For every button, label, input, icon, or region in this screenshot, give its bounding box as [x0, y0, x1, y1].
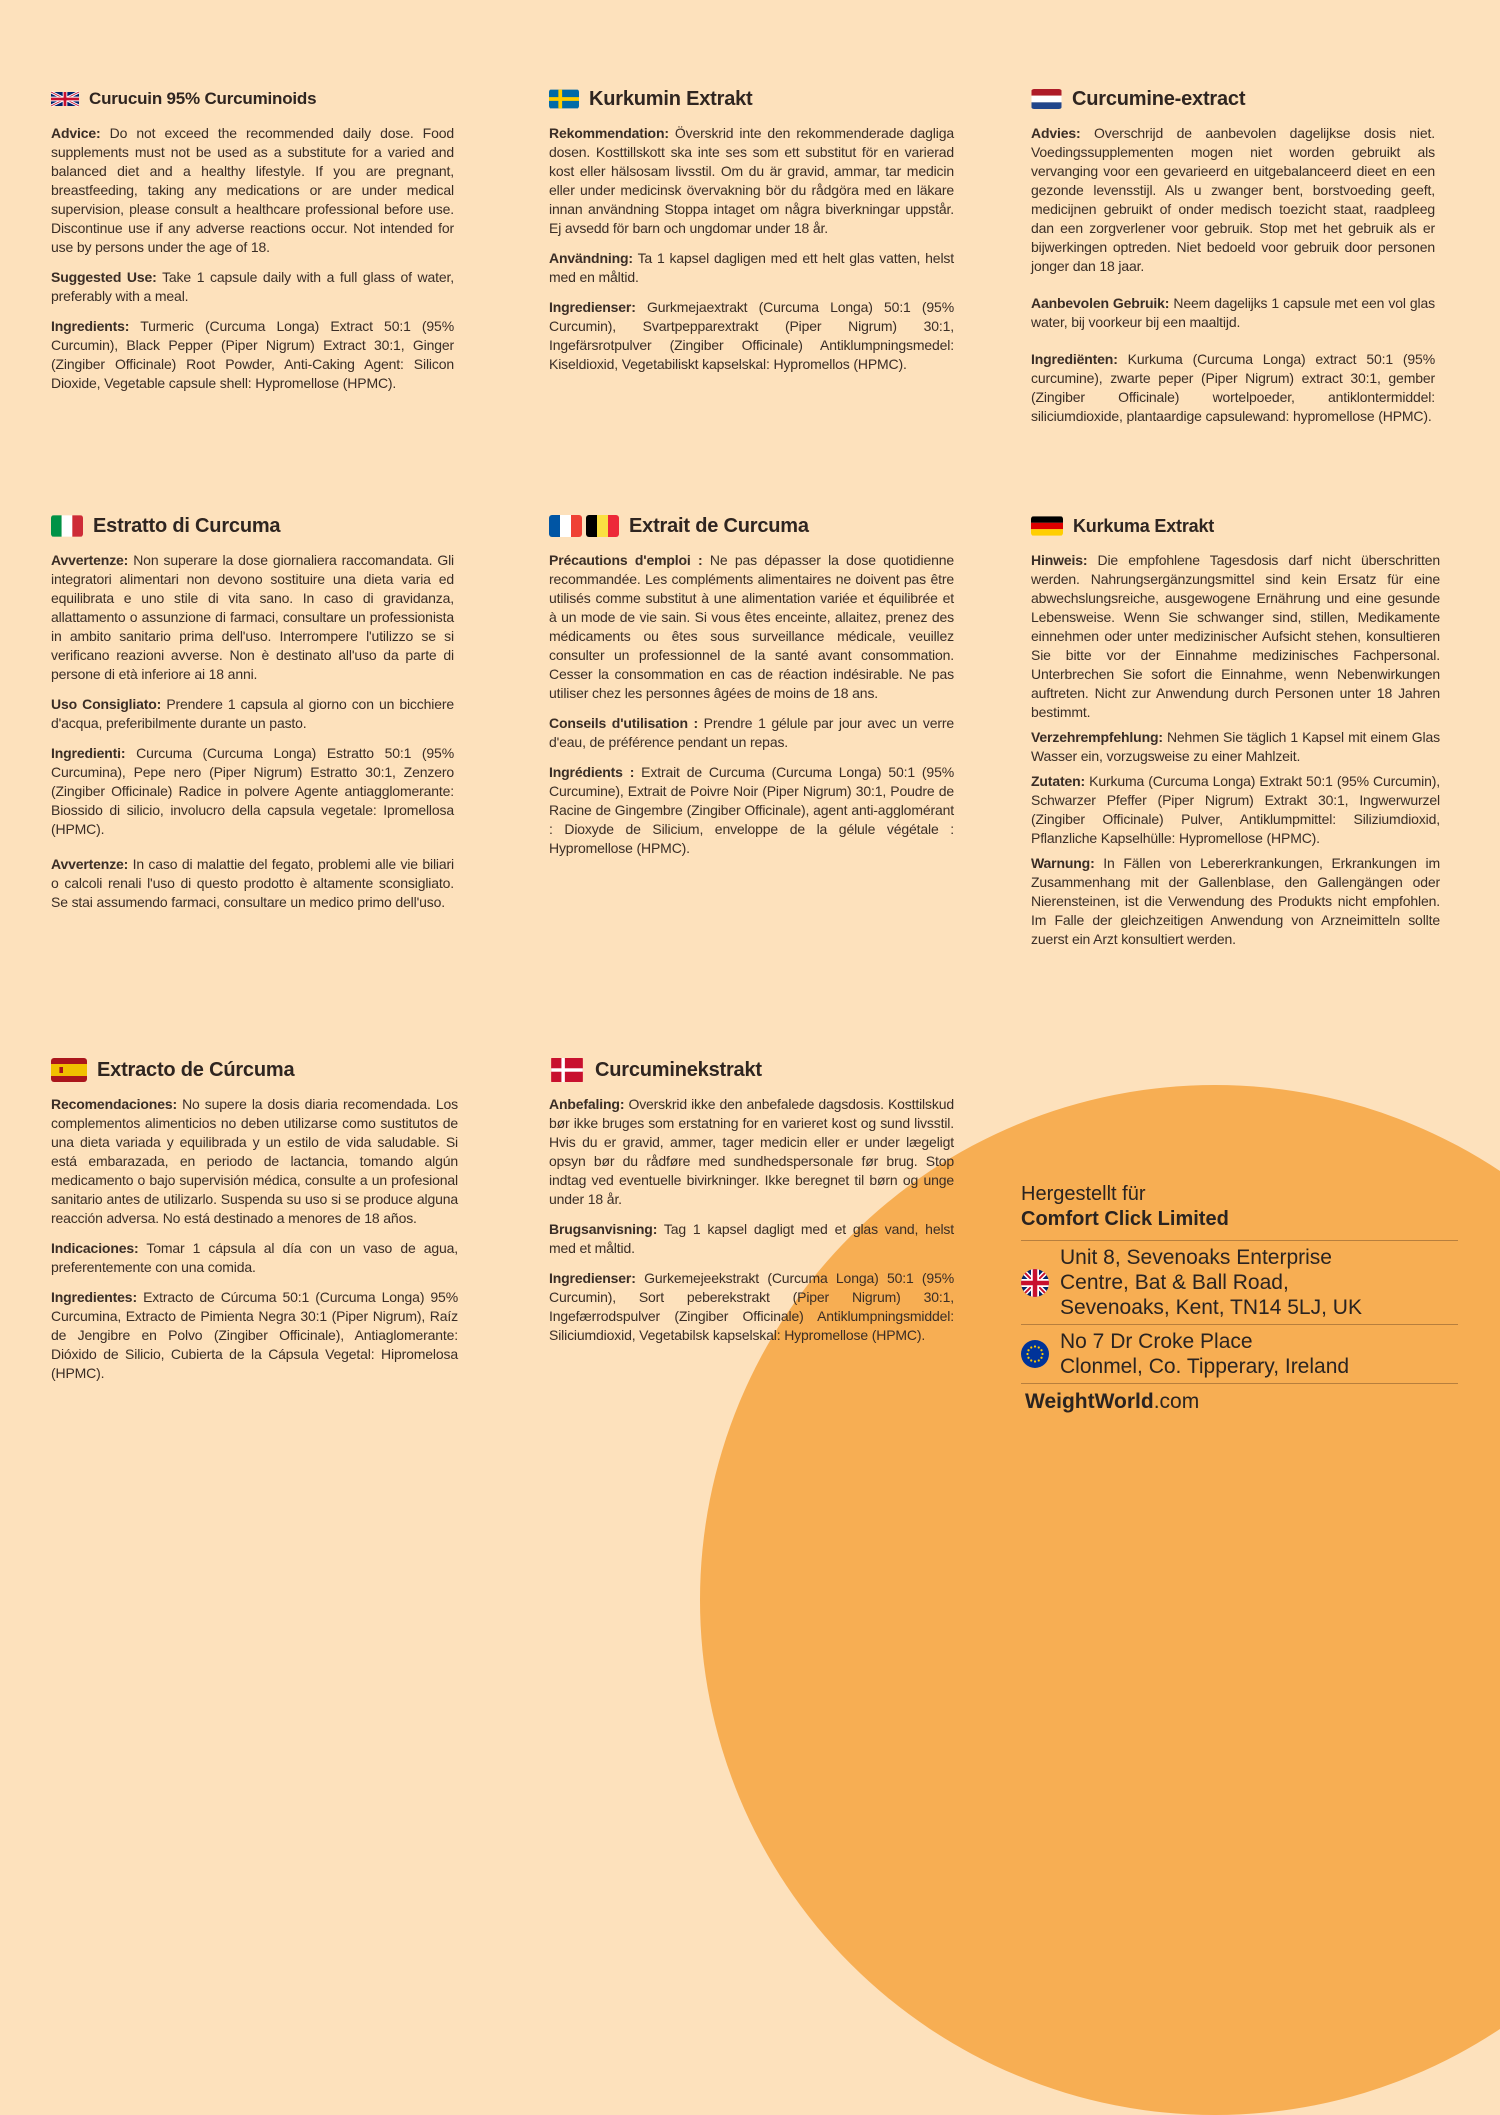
ingredients-text: Extracto de Cúrcuma 50:1 (Curcuma Longa) 95% Curcumina, Extracto de Pimienta Negra 30:1 (Piper Nigrum), Raíz de Jengibre en Polvo (Zingiber Officinale), Antiaglomerante: Dióxido de Silicio, Cubierta de la Cápsula Vegetal: Hipromelosa (HPMC). — [51, 1289, 458, 1381]
warning-label: Avvertenze: — [51, 856, 129, 872]
ingredients-text: Gurkmejaextrakt (Curcuma Longa) 50:1 (95% Curcumin), Svartpepparextrakt (Piper Nigrum) 30:1, Ingefärsrotpulver (Zingiber Officinale) Antiklumpningsmedel: Kiseldioxid, Vegetabiliskt kapselskal: Hypromellos (HPMC). — [549, 299, 954, 372]
ingredients-label: Ingredienser: — [549, 299, 636, 315]
uk-address-row — [1021, 1240, 1458, 1324]
france-flag-icon — [549, 515, 582, 537]
use-paragraph — [1031, 728, 1440, 766]
section-italian — [51, 513, 454, 923]
warning-label: Warnung: — [1031, 855, 1095, 871]
germany-flag-icon — [1031, 516, 1063, 536]
sweden-flag-icon — [549, 89, 579, 109]
use-label: Brugsanvisning: — [549, 1221, 658, 1237]
eu-address-line: No 7 Dr Croke Place — [1060, 1330, 1253, 1353]
ingredients-paragraph — [51, 317, 454, 393]
section-heading — [549, 1057, 954, 1083]
use-text: Nehmen Sie täglich 1 Kapsel mit einem Glas Wasser ein, vorzugsweise zu einer Mahlzeit. — [1031, 729, 1440, 764]
advice-text: Overschrijd de aanbevolen dagelijkse dosis niet. Voedingssupplementen mogen niet worden gebruikt als vervanging voor een gevarieerd en uitgebalanceerd dieet en een gezonde levensstijl. Als u zwanger bent, borstvoeding geeft, medicijnen gebruikt of onder medisch toezicht staat, raadpleeg dan een zorgverlener voor gebruik. Stop met het gebruik als er bijwerkingen optreden. Niet bedoeld voor gebruik door personen jonger dan 18 jaar. — [1031, 125, 1435, 274]
denmark-flag-icon — [549, 1058, 585, 1082]
company-name: Comfort Click Limited — [1021, 1208, 1229, 1230]
use-label: Conseils d'utilisation : — [549, 715, 699, 731]
advice-paragraph — [549, 551, 954, 703]
belgium-flag-icon — [586, 515, 619, 537]
advice-label: Rekommendation: — [549, 125, 669, 141]
ingredients-paragraph — [549, 763, 954, 858]
ingredients-label: Zutaten: — [1031, 773, 1086, 789]
ingredients-paragraph — [549, 1269, 954, 1345]
section-spanish — [51, 1057, 458, 1394]
section-german — [1031, 513, 1440, 960]
advice-text: Die empfohlene Tagesdosis darf nicht überschritten werden. Nahrungsergänzungsmittel sind kein Ersatz für eine abwechslungsreiche, ausgewogene Ernährung und eine gesunde Lebensweise. Wenn Sie schwanger sind, stillen, Medikamente einnehmen oder unter medizinischer Aufsicht stehen, konsultieren Sie bitte vor der Einnahme medizinisches Fachpersonal. Unterbrechen Sie sofort die Einnahme, wenn Nebenwirkungen auftreten. Nicht zur Anwendung durch Personen unter 18 Jahren bestimmt. — [1031, 552, 1440, 720]
use-paragraph — [549, 714, 954, 752]
section-title: Estratto di Curcuma — [93, 514, 281, 537]
advice-paragraph — [1031, 551, 1440, 722]
italy-flag-icon — [51, 515, 83, 537]
eu-flag-icon — [1021, 1340, 1049, 1368]
ingredients-text: Curcuma (Curcuma Longa) Estratto 50:1 (95% Curcumina), Pepe nero (Piper Nigrum) Estratto 30:1, Zenzero (Zingiber Officinale) Radice in polvere Agente antiagglomerante: Biossido di silicio, involucro della capsula vegetale: Ipromellosa (HPMC). — [51, 745, 454, 837]
uk-flag-icon — [51, 90, 79, 108]
use-text: Prendre 1 gélule par jour avec un verre d'eau, de préférence pendant un repas. — [549, 715, 954, 750]
brand-domain: .com — [1153, 1390, 1200, 1413]
ingredients-paragraph — [1031, 772, 1440, 848]
advice-paragraph — [51, 1095, 458, 1228]
use-label: Användning: — [549, 250, 633, 266]
uk-address-line: Centre, Bat & Ball Road, — [1060, 1271, 1289, 1294]
use-text: Neem dagelijks 1 capsule met een vol glas water, bij voorkeur bij een maaltijd. — [1031, 295, 1435, 330]
advice-label: Avvertenze: — [51, 552, 129, 568]
uk-address-line: Unit 8, Sevenoaks Enterprise — [1060, 1246, 1332, 1269]
manufacturer-block — [1021, 1182, 1458, 1416]
ingredients-text: Kurkuma (Curcuma Longa) Extrakt 50:1 (95% Curcumin), Schwarzer Pfeffer (Piper Nigrum) Extrakt 30:1, Ingwerwurzel (Zingiber Officinale) Pulver, Antiklumpmittel: Siliziumdioxid, Pflanzliche Kapselhülle: Hypromellose (HPMC). — [1031, 773, 1440, 846]
uk-address — [1060, 1245, 1362, 1320]
advice-text: Överskrid inte den rekommenderade dagliga dosen. Kosttillskott ska inte ses som ett substitut för en varierad kost eller hälsosam livsstil. Om du är gravid, ammar, tar medicin eller under medicinsk övervakning bör du rådgöra med en läkare innan användning Stoppa intaget om några biverkningar uppstår. Ej avsedd för barn och ungdomar under 18 år. — [549, 125, 954, 236]
use-text: Prendere 1 capsula al giorno con un bicchiere d'acqua, preferibilmente durante un pasto. — [51, 696, 454, 731]
section-title: Curcumine-extract — [1072, 87, 1246, 110]
warning-paragraph — [1031, 854, 1440, 949]
use-label: Verzehrempfehlung: — [1031, 729, 1163, 745]
section-heading — [51, 1057, 458, 1083]
ingredients-label: Ingrediënten: — [1031, 351, 1118, 367]
ingredients-text: Extrait de Curcuma (Curcuma Longa) 50:1 (95% Curcumine), Extrait de Poivre Noir (Piper Nigrum) 30:1, Poudre de Racine de Gingembre (Zingiber Officinale), agent anti-agglomérant : Dioxyde de Silicium, enveloppe de la gélule végétale : Hypromellose (HPMC). — [549, 764, 955, 856]
section-title: Curcuminekstrakt — [595, 1058, 762, 1081]
spain-flag-icon — [51, 1058, 87, 1082]
netherlands-flag-icon — [1031, 89, 1062, 109]
advice-label: Advies: — [1031, 125, 1081, 141]
ingredients-text: Turmeric (Curcuma Longa) Extract 50:1 (95% Curcumin), Black Pepper (Piper Nigrum) Extract 30:1, Ginger (Zingiber Officinale) Root Powder, Anti-Caking Agent: Silicon Dioxide, Vegetable capsule shell: Hypromellose (HPMC). — [51, 318, 454, 391]
warning-text: In Fällen von Lebererkrankungen, Erkrankungen im Zusammenhang mit der Gallenblase, den Gallengängen oder Nierensteinen, ist die Verwendung des Produkts nicht empfohlen. Im Falle der gleichzeitigen Anwendung von Arzneimitteln sollte zuerst ein Arzt konsultiert werden. — [1031, 855, 1440, 947]
eu-address-line: Clonmel, Co. Tipperary, Ireland — [1060, 1355, 1350, 1378]
use-label: Indicaciones: — [51, 1240, 139, 1256]
section-title: Kurkuma Extrakt — [1073, 515, 1215, 536]
advice-label: Précautions d'emploi : — [549, 552, 703, 568]
uk-flag-icon — [1021, 1269, 1049, 1297]
manufactured-for-label: Hergestellt für — [1021, 1183, 1146, 1205]
ingredients-label: Ingredientes: — [51, 1289, 137, 1305]
advice-paragraph — [1031, 124, 1435, 276]
ingredients-label: Ingrédients : — [549, 764, 635, 780]
advice-paragraph — [549, 124, 954, 238]
warning-text: In caso di malattie del fegato, problemi alle vie biliari o calcoli renali l'uso di questo prodotto è altamente sconsigliato. Se stai assumendo farmaci, consultare un medico primo dell'uso. — [51, 856, 454, 910]
use-label: Uso Consigliato: — [51, 696, 162, 712]
use-paragraph — [51, 268, 454, 306]
advice-label: Recomendaciones: — [51, 1096, 177, 1112]
use-paragraph — [549, 1220, 954, 1258]
ingredients-text: Kurkuma (Curcuma Longa) extract 50:1 (95% curcumine), zwarte peper (Piper Nigrum) extract 30:1, gember (Zingiber Officinale) wortelpoeder, antiklontermiddel: siliciumdioxide, plantaardige capsulewand: hypromellose (HPMC). — [1031, 351, 1435, 424]
ingredients-paragraph — [51, 1288, 458, 1383]
advice-label: Hinweis: — [1031, 552, 1088, 568]
use-paragraph — [51, 695, 454, 733]
advice-text: Do not exceed the recommended daily dose. Food supplements must not be used as a substitute for a varied and balanced diet and a healthy lifestyle. If you are pregnant, breastfeeding, taking any medications or are under medical supervision, please consult a healthcare professional before use. Discontinue use if any adverse reactions occur. Not intended for use by persons under the age of 18. — [51, 125, 454, 255]
section-heading — [549, 86, 954, 112]
advice-label: Advice: — [51, 125, 101, 141]
advice-text: Non superare la dose giornaliera raccomandata. Gli integratori alimentari non devono sostituire una dieta varia ed equilibrata e uno stile di vita sano. In caso di gravidanza, allattamento o assunzione di farmaci, consultare un professionista in ambito sanitario prima dell'uso. Interrompere l'utilizzo se si verificano reazioni avverse. Non è destinato all'uso da parte di persone di età inferiore ai 18 anni. — [51, 552, 454, 682]
use-paragraph — [549, 249, 954, 287]
ingredients-text: Gurkemejeekstrakt (Curcuma Longa) 50:1 (95% Curcumin), Sort peberekstrakt (Piper Nigrum) 30:1, Ingefærrodspulver (Zingiber Officinale) Antiklumpningsmiddel: Siliciumdioxid, Vegetabilsk kapselskal: Hypromellose (HPMC). — [549, 1270, 954, 1343]
section-title: Extrait de Curcuma — [629, 514, 809, 537]
ingredients-label: Ingredients: — [51, 318, 130, 334]
use-text: Tomar 1 cápsula al día con un vaso de agua, preferentemente con una comida. — [51, 1240, 458, 1275]
ingredients-paragraph — [51, 744, 454, 839]
section-title: Curucuin 95% Curcuminoids — [89, 89, 317, 108]
advice-text: Overskrid ikke den anbefalede dagsdosis. Kosttilskud bør ikke bruges som erstatning for en varieret kost og sund livsstil. Hvis du er gravid, ammer, tager medicin eller er under lægeligt opsyn bør du rådføre med sundhedspersonale før brug. Stop indtag ved eventuelle bivirkninger. Ikke beregnet til børn og unge under 18 år. — [549, 1096, 954, 1207]
use-label: Suggested Use: — [51, 269, 157, 285]
ingredients-label: Ingredienser: — [549, 1270, 636, 1286]
eu-address — [1060, 1329, 1349, 1379]
section-heading — [1031, 513, 1440, 539]
section-heading — [1031, 86, 1435, 112]
section-heading — [549, 513, 954, 539]
use-label: Aanbevolen Gebruik: — [1031, 295, 1170, 311]
warning-paragraph — [51, 855, 454, 912]
use-paragraph — [1031, 294, 1435, 332]
use-text: Take 1 capsule daily with a full glass of water, preferably with a meal. — [51, 269, 454, 304]
advice-paragraph — [549, 1095, 954, 1209]
ingredients-paragraph — [549, 298, 954, 374]
section-french — [549, 513, 954, 869]
eu-address-row — [1021, 1324, 1458, 1383]
use-text: Tag 1 kapsel dagligt med et glas vand, helst med et måltid. — [549, 1221, 954, 1256]
use-paragraph — [51, 1239, 458, 1277]
advice-label: Anbefaling: — [549, 1096, 625, 1112]
ingredients-paragraph — [1031, 350, 1435, 426]
section-heading — [51, 513, 454, 539]
brand-website[interactable] — [1021, 1383, 1458, 1416]
use-text: Ta 1 kapsel dagligen med ett helt glas vatten, helst med en måltid. — [549, 250, 954, 285]
uk-address-line: Sevenoaks, Kent, TN14 5LJ, UK — [1060, 1296, 1362, 1319]
advice-paragraph — [51, 551, 454, 684]
ingredients-label: Ingredienti: — [51, 745, 126, 761]
section-english — [51, 86, 454, 404]
section-title: Extracto de Cúrcuma — [97, 1058, 295, 1081]
advice-text: Ne pas dépasser la dose quotidienne recommandée. Les compléments alimentaires ne doivent pas être utilisés comme substitut à une alimentation variée et équilibrée et à un mode de vie sain. Si vous êtes enceinte, allaitez, prenez des médicaments ou êtes sous surveillance médicale, veuillez consulter un professionnel de la santé avant consommation. Cesser la consommation en cas de réaction indésirable. Ne pas utiliser chez les personnes âgées de moins de 18 ans. — [549, 552, 954, 701]
brand-name: WeightWorld — [1025, 1390, 1154, 1413]
section-heading — [51, 86, 454, 112]
section-swedish — [549, 86, 954, 385]
advice-paragraph — [51, 124, 454, 257]
section-danish — [549, 1057, 954, 1356]
advice-text: No supere la dosis diaria recomendada. Los complementos alimenticios no deben utilizarse como sustitutos de una dieta variada y equilibrada y un estilo de vida saludable. Si está embarazada, en periodo de lactancia, tomando algún medicamento o bajo supervisión médica, consulte a un profesional sanitario antes de utilizarlo. Suspenda su uso si se produce alguna reacción adversa. No está destinado a menores de 18 años. — [51, 1096, 458, 1226]
section-dutch — [1031, 86, 1435, 437]
section-title: Kurkumin Extrakt — [589, 87, 753, 110]
